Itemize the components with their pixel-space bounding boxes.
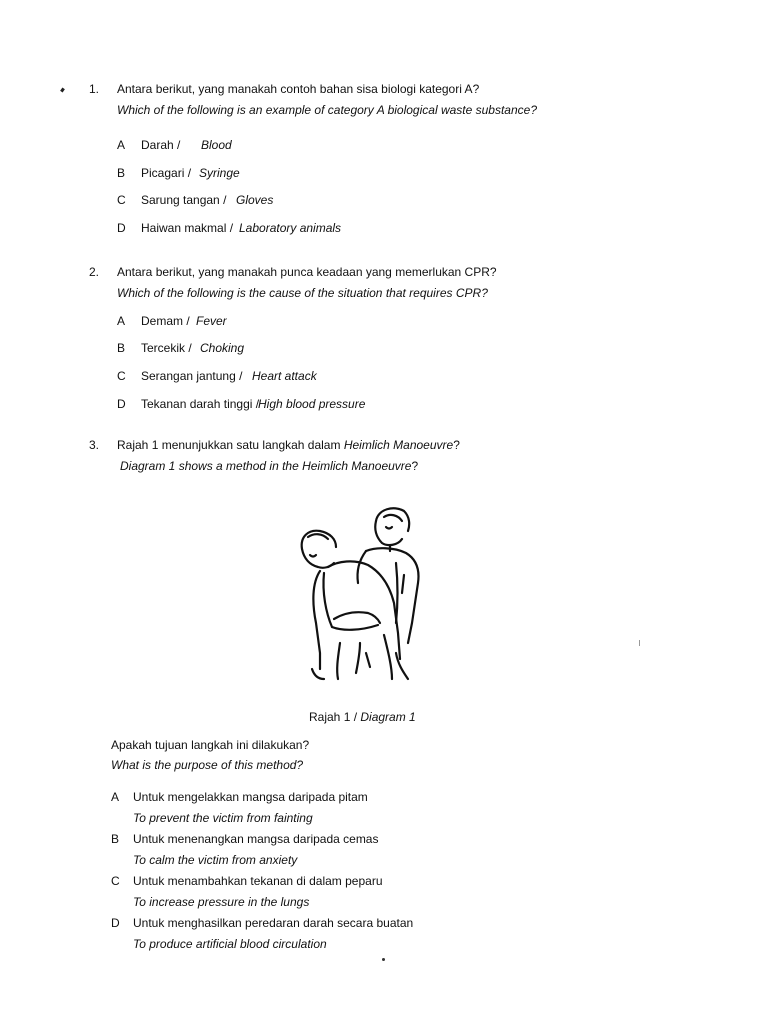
option-c[interactable] (117, 369, 317, 383)
question-text-malay (117, 438, 460, 452)
option-text-malay: Sarung tangan / (141, 193, 227, 207)
option-letter: D (117, 397, 126, 411)
option-letter: B (117, 341, 126, 355)
option-text-malay: Tekanan darah tinggi / (141, 397, 260, 411)
prompt-english: What is the purpose of this method? (111, 758, 304, 772)
question-text-part: ? (453, 438, 460, 452)
option-letter: A (111, 790, 120, 804)
option-text-english: Choking (200, 341, 245, 355)
option-text-english: Fever (196, 314, 227, 328)
question-text-part: Diagram 1 shows a method in the Heimlich Manoeuvre (120, 459, 412, 473)
rescuer-figure (357, 508, 418, 643)
option-text-malay: Untuk mengelakkan mangsa daripada pitam (133, 790, 368, 804)
question-text-english: Which of the following is an example of category A biological waste substance? (117, 103, 538, 117)
stray-mark (60, 88, 65, 93)
question-text-malay: Antara berikut, yang manakah contoh bahan sisa biologi kategori A? (117, 82, 480, 96)
heimlich-manoeuvre-illustration (298, 503, 424, 685)
option-b[interactable] (117, 341, 245, 355)
option-c[interactable] (117, 193, 274, 207)
option-text-english: Syringe (199, 166, 240, 180)
question-text-part: ? (411, 459, 419, 473)
caption-malay: Rajah 1 / (309, 710, 358, 724)
option-text-english: High blood pressure (258, 397, 366, 411)
option-text-malay: Untuk menenangkan mangsa daripada cemas (133, 832, 379, 846)
question-text-english: Which of the following is the cause of the situation that requires CPR? (117, 286, 488, 300)
question-text-english (120, 459, 418, 473)
option-text-english: Blood (201, 138, 232, 152)
option-text-english: Laboratory animals (239, 221, 342, 235)
scan-mark (639, 640, 640, 646)
question-text-part: Rajah 1 menunjukkan satu langkah dalam (117, 438, 344, 452)
option-a[interactable] (117, 314, 227, 328)
option-text-malay: Untuk menghasilkan peredaran darah secara buatan (133, 916, 414, 930)
option-letter: A (117, 138, 126, 152)
option-text-malay: Darah / (141, 138, 181, 152)
option-text-malay: Haiwan makmal / (141, 221, 234, 235)
option-letter: B (117, 166, 126, 180)
option-d[interactable] (117, 397, 366, 411)
option-d[interactable] (111, 916, 414, 951)
option-text-malay: Serangan jantung / (141, 369, 243, 383)
option-text-english: To prevent the victim from fainting (133, 811, 313, 825)
victim-figure (302, 531, 408, 679)
option-letter: D (111, 916, 120, 930)
option-letter: C (117, 193, 126, 207)
option-a[interactable] (117, 138, 232, 152)
option-text-english: Gloves (236, 193, 274, 207)
option-d[interactable] (117, 221, 342, 235)
option-text-malay: Demam / (141, 314, 190, 328)
question-term: Heimlich Manoeuvre (343, 438, 454, 452)
caption-english: Diagram 1 (360, 710, 416, 724)
page-dot (382, 958, 385, 961)
option-text-english: To calm the victim from anxiety (133, 853, 298, 867)
option-letter: A (117, 314, 126, 328)
option-letter: B (111, 832, 120, 846)
question-number: 3. (89, 438, 100, 452)
option-text-malay: Tercekik / (141, 341, 192, 355)
option-c[interactable] (111, 874, 383, 909)
option-text-english: Heart attack (252, 369, 317, 383)
option-letter: D (117, 221, 126, 235)
option-text-english: To increase pressure in the lungs (133, 895, 310, 909)
option-b[interactable] (117, 166, 240, 180)
question-text-malay: Antara berikut, yang manakah punca keadaan yang memerlukan CPR? (117, 265, 497, 279)
option-text-malay: Untuk menambahkan tekanan di dalam peparu (133, 874, 383, 888)
question-number: 2. (89, 265, 100, 279)
option-letter: C (111, 874, 120, 888)
option-b[interactable] (111, 832, 379, 867)
diagram-caption (309, 710, 416, 724)
option-text-english: To produce artificial blood circulation (133, 937, 327, 951)
option-letter: C (117, 369, 126, 383)
question-number: 1. (89, 82, 100, 96)
option-a[interactable] (111, 790, 368, 825)
prompt-malay: Apakah tujuan langkah ini dilakukan? (111, 738, 310, 752)
option-text-malay: Picagari / (141, 166, 192, 180)
